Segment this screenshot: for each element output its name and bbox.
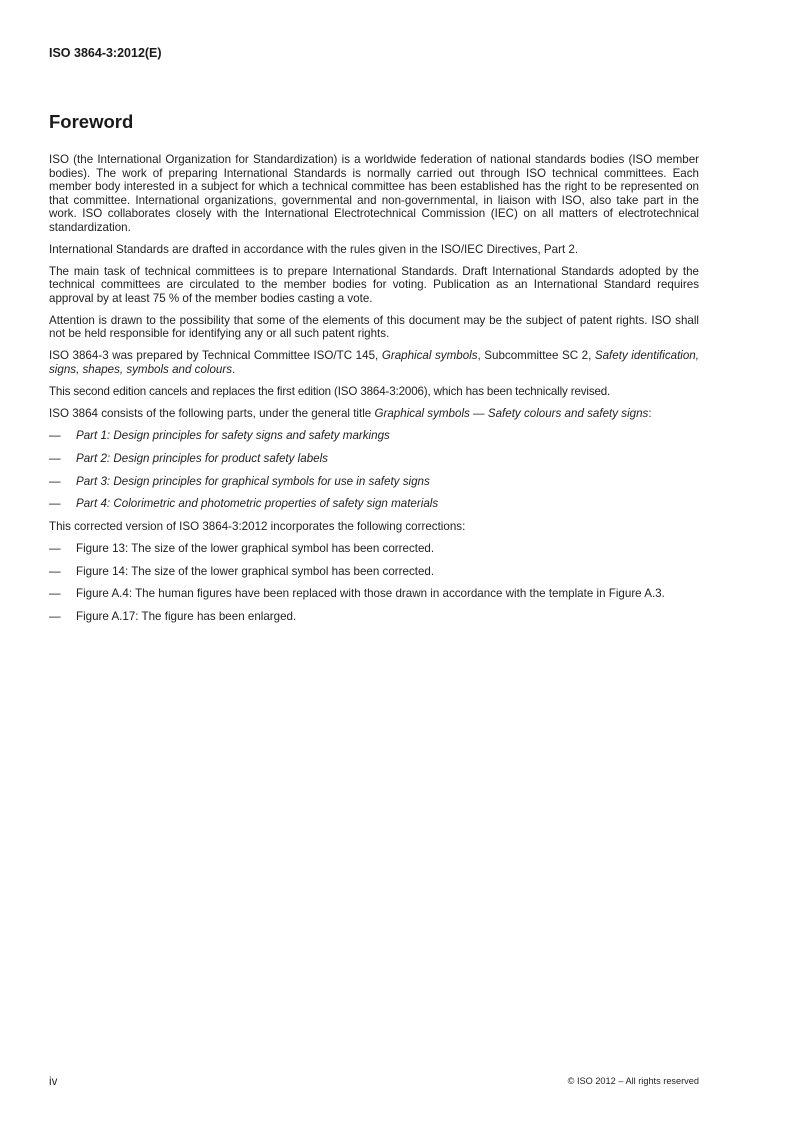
list-item: [49, 452, 699, 466]
prepared-by-text-c: , Subcommittee SC 2,: [477, 349, 595, 363]
list-item: [49, 475, 699, 489]
dash-marker: —: [49, 610, 61, 624]
paragraph-corrections-intro: This corrected version of ISO 3864-3:2012 incorporates the following corrections:: [49, 519, 466, 533]
list-item: [49, 587, 699, 601]
dash-marker: —: [49, 451, 61, 465]
paragraph-directives: International Standards are drafted in accordance with the rules given in the ISO/IEC Directives, Part 2.: [49, 242, 579, 256]
correction-text: Figure A.17: The figure has been enlarged.: [76, 610, 297, 624]
page-title: Foreword: [49, 111, 134, 132]
paragraph-prepared-by: [49, 349, 699, 376]
correction-text: Figure 13: The size of the lower graphical symbol has been corrected.: [76, 542, 435, 555]
corrections-list: [49, 542, 699, 624]
list-item: [49, 565, 699, 579]
part-title: Part 4: Colorimetric and photometric properties of safety sign materials: [76, 497, 439, 511]
correction-text: Figure A.4: The human figures have been replaced with those drawn in accordance with the template in Figure A.3.: [76, 587, 665, 601]
dash-marker: —: [49, 497, 61, 511]
prepared-by-title-safety: Safety identification, signs, shapes, symbols and colours: [49, 349, 699, 376]
dash-marker: —: [49, 429, 61, 443]
list-item: [49, 429, 699, 443]
prepared-by-text-a: ISO 3864-3 was prepared by Technical Committee ISO/TC 145,: [49, 349, 382, 363]
part-title: Part 2: Design principles for product safety labels: [76, 451, 328, 465]
copyright-notice: © ISO 2012 – All rights reserved: [567, 1076, 699, 1086]
part-title: Part 1: Design principles for safety signs and safety markings: [76, 429, 390, 443]
paragraph-patents: Attention is drawn to the possibility that some of the elements of this document may be the subject of patent rights. ISO shall not be held responsible for identifying any or all such patent rights.: [49, 313, 699, 341]
parts-intro-text-a: ISO 3864 consists of the following parts, under the general title: [49, 407, 375, 421]
paragraph-committees: The main task of technical committees is to prepare International Standards. Draft International Standards adopted by the technical committees are circulated to the member bodies for voting. Publication as an International Standard requires approval by at least 75 % of the member bodies casting a vote.: [49, 264, 699, 305]
list-item: [49, 497, 699, 511]
dash-marker: —: [49, 474, 61, 488]
dash-marker: —: [49, 587, 61, 601]
parts-list: [49, 429, 699, 511]
correction-text: Figure 14: The size of the lower graphical symbol has been corrected.: [76, 564, 435, 578]
foreword-body: [49, 153, 699, 633]
list-item: [49, 542, 699, 556]
page-number: iv: [49, 1075, 58, 1088]
prepared-by-text-e: .: [232, 362, 236, 376]
paragraph-edition: This second edition cancels and replaces the first edition (ISO 3864-3:2006), which has been technically revised.: [49, 384, 611, 398]
dash-marker: —: [49, 542, 61, 555]
parts-intro-general-title: Graphical symbols — Safety colours and safety signs: [374, 407, 649, 421]
paragraph-iso-intro: ISO (the International Organization for Standardization) is a worldwide federation of national standards bodies (ISO member bodies). The work of preparing International Standards is normally carried out through ISO technical committees. Each member body interested in a subject for which a technical committee has been established has the right to be represented on that committee. International organizations, governmental and non-governmental, in liaison with ISO, also take part in the work. ISO collaborates closely with the International Electrotechnical Commission (IEC) on all matters of electrotechnical standardization.: [49, 153, 699, 234]
part-title: Part 3: Design principles for graphical symbols for use in safety signs: [76, 474, 430, 488]
dash-marker: —: [49, 564, 61, 578]
parts-intro-text-c: :: [648, 407, 652, 421]
list-item: [49, 610, 699, 624]
document-id: ISO 3864-3:2012(E): [49, 46, 162, 60]
prepared-by-title-graphical-symbols: Graphical symbols: [381, 349, 478, 363]
paragraph-parts-intro: [49, 407, 699, 421]
